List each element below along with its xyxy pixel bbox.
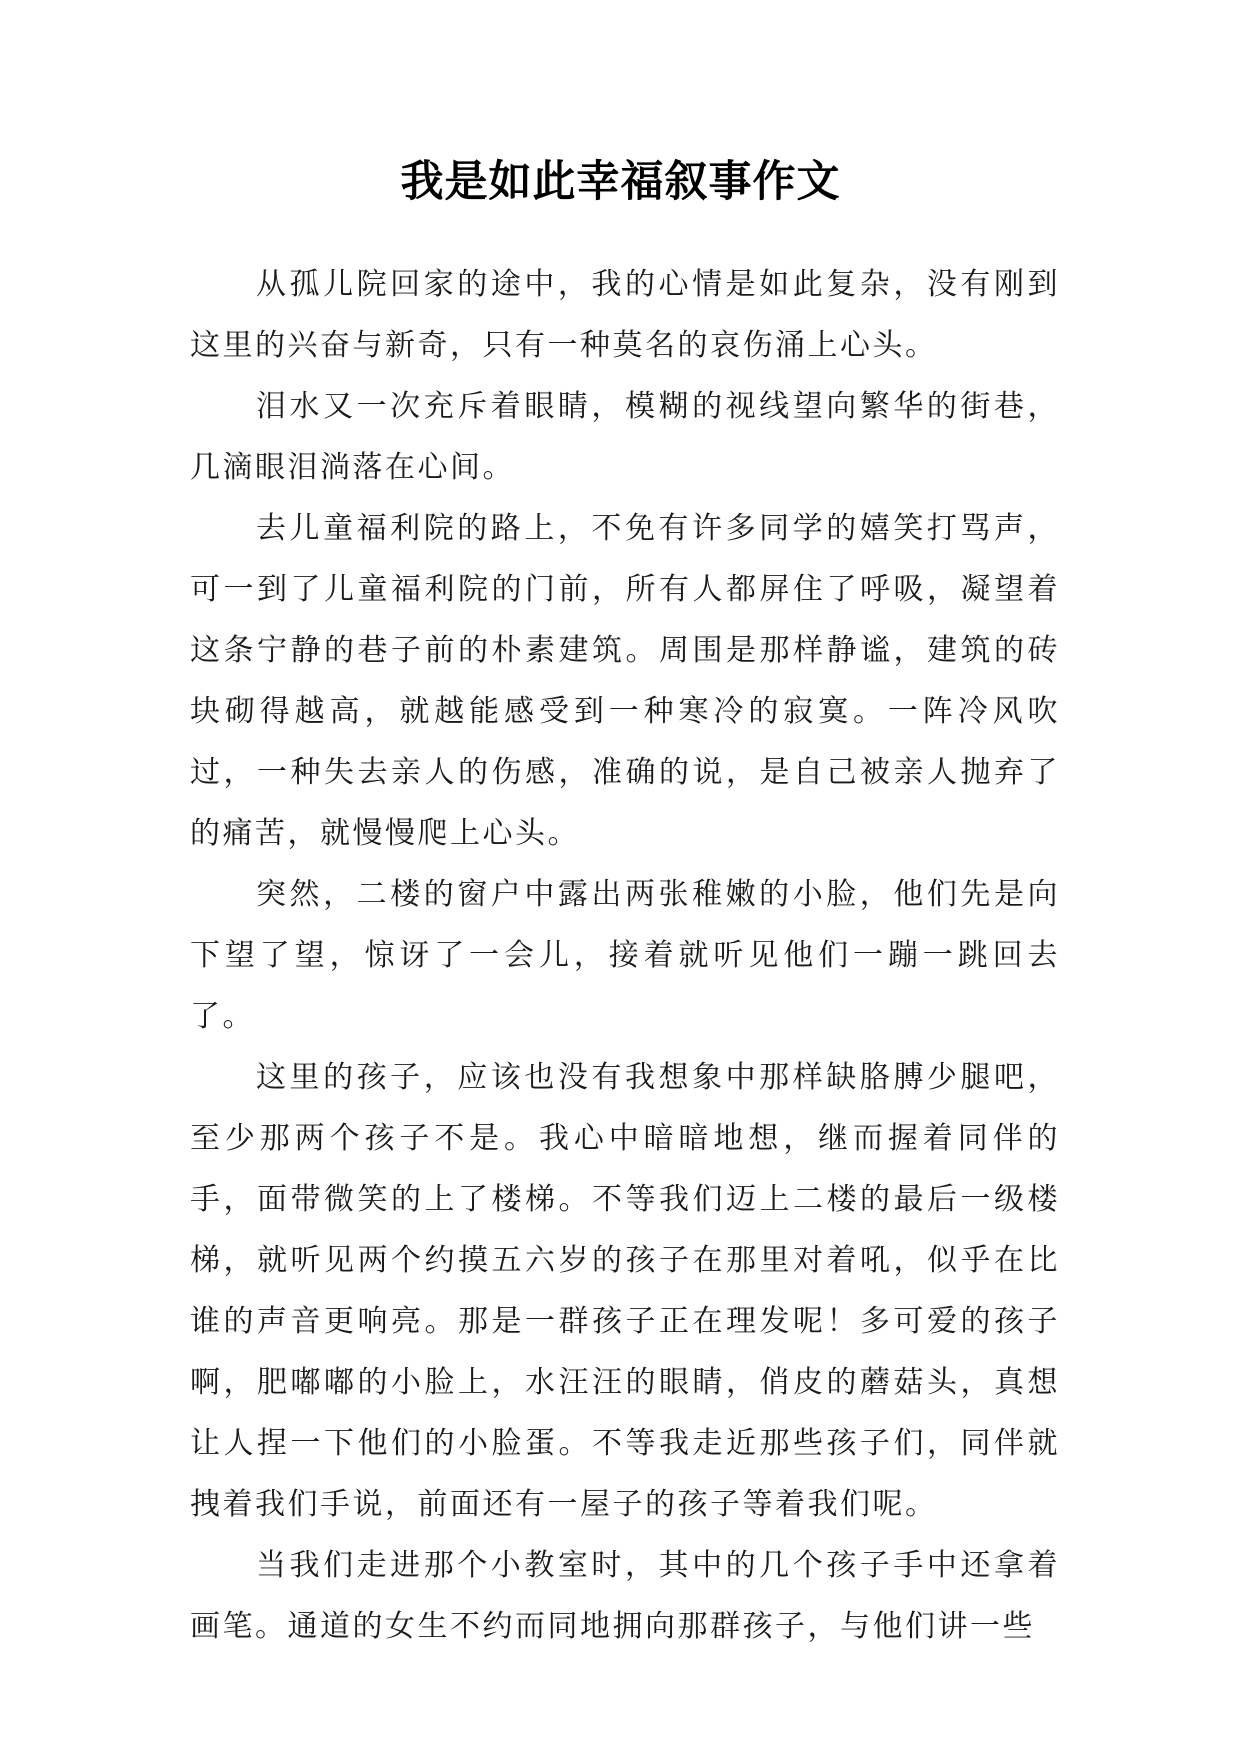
paragraph: 去儿童福利院的路上，不免有许多同学的嬉笑打骂声，可一到了儿童福利院的门前，所有人都屏住了呼吸，凝望着这条宁静的巷子前的朴素建筑。周围是那样静谧，建筑的砖块砌得越高，就越能感受到一种寒冷的寂寞。一阵冷风吹过，一种失去亲人的伤感，准确的说，是自己被亲人抛弃了的痛苦，就慢慢爬上心头。 bbox=[190, 511, 1060, 851]
paragraph: 当我们走进那个小教室时，其中的几个孩子手中还拿着画笔。通道的女生不约而同地拥向那群孩子，与他们讲一些 bbox=[190, 1548, 1060, 1644]
document-body bbox=[190, 254, 1060, 1657]
paragraph: 突然，二楼的窗户中露出两张稚嫩的小脸，他们先是向下望了望，惊讶了一会儿，接着就听见他们一蹦一跳回去了。 bbox=[190, 877, 1060, 1034]
document-title: 我是如此幸福叙事作文 bbox=[400, 157, 841, 207]
paragraph: 泪水又一次充斥着眼睛，模糊的视线望向繁华的街巷，几滴眼泪淌落在心间。 bbox=[190, 389, 1060, 485]
paragraph: 从孤儿院回家的途中，我的心情是如此复杂，没有刚到这里的兴奋与新奇，只有一种莫名的哀伤涌上心头。 bbox=[190, 267, 1060, 363]
paragraph: 这里的孩子，应该也没有我想象中那样缺胳膊少腿吧，至少那两个孩子不是。我心中暗暗地想，继而握着同伴的手，面带微笑的上了楼梯。不等我们迈上二楼的最后一级楼梯，就听见两个约摸五六岁的孩子在那里对着吼，似乎在比谁的声音更响亮。那是一群孩子正在理发呢！多可爱的孩子啊，肥嘟嘟的小脸上，水汪汪的眼睛，俏皮的蘑菇头，真想让人捏一下他们的小脸蛋。不等我走近那些孩子们，同伴就拽着我们手说，前面还有一屋子的孩子等着我们呢。 bbox=[190, 1060, 1060, 1522]
